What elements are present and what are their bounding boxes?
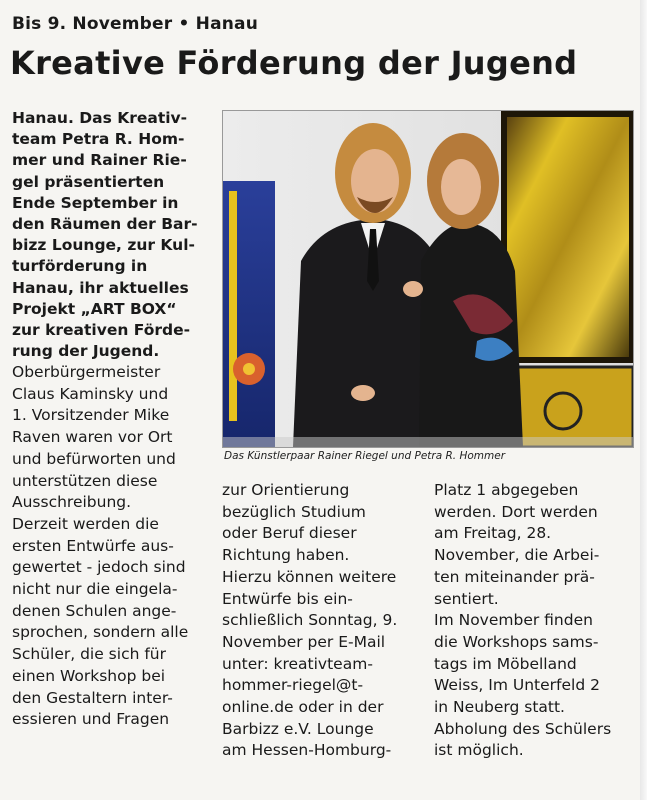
column-line: schließlich Sonntag, 9. (222, 611, 398, 630)
column-line: gewertet - jedoch sind (12, 558, 186, 577)
lead-line: team Petra R. Hom- (12, 130, 185, 149)
column-line: 1. Vorsitzender Mike (12, 406, 170, 425)
column-line: essieren und Fragen (12, 710, 170, 729)
column-line: einen Workshop bei (12, 666, 166, 685)
column-line: Claus Kaminsky und (12, 384, 169, 403)
column-line: Platz 1 abgegeben (434, 481, 579, 499)
column-line: Barbizz e.V. Lounge (222, 719, 374, 738)
column-line: denen Schulen ange- (12, 601, 177, 620)
lead-line: turförderung in (12, 257, 148, 276)
lead-line: zur kreativen Förde- (12, 321, 191, 340)
column-line: in Neuberg statt. (434, 698, 565, 717)
column-line: den Gestaltern inter- (12, 688, 173, 707)
lead-line: Hanau, ihr aktuelles (12, 278, 189, 297)
column-line: bezüglich Studium (222, 502, 366, 521)
lead-line: mer und Rainer Rie- (12, 151, 187, 170)
article-kicker: Bis 9. November • Hanau (12, 14, 259, 34)
text-column-2 (222, 480, 397, 762)
column-line: die Workshops sams- (434, 632, 599, 651)
lead-line: gel präsentierten (12, 172, 165, 191)
lead-line: rung der Jugend. (12, 342, 160, 361)
lead-line: Hanau. Das Kreativ- (12, 109, 188, 127)
column-line: November, die Arbei- (434, 546, 600, 565)
column-line: oder Beruf dieser (222, 524, 357, 543)
column-line: nicht nur die eingela- (12, 580, 178, 599)
column-line: sentiert. (434, 589, 499, 608)
column-line: hommer-riegel@t- (222, 676, 364, 695)
column-line: Hierzu können weitere (222, 567, 397, 586)
column-line: tags im Möbelland (434, 654, 577, 673)
column-line: und befürworten und (12, 449, 176, 468)
column-line: Schüler, die sich für (12, 645, 166, 664)
text-column-3 (434, 480, 611, 762)
text-column-1 (12, 362, 188, 731)
photo-illustration (223, 111, 633, 447)
lead-line: Projekt „ART BOX“ (12, 299, 177, 318)
column-line: ersten Entwürfe aus- (12, 536, 174, 555)
column-line: Oberbürgermeister (12, 363, 161, 381)
column-line: unter: kreativteam- (222, 654, 373, 673)
column-line: am Hessen-Homburg- (222, 741, 392, 760)
column-line: zur Orientierung (222, 481, 350, 499)
photo-caption: Das Künstlerpaar Rainer Riegel und Petra R. Hommer (224, 450, 506, 462)
column-line: Richtung haben. (222, 546, 350, 565)
column-line: online.de oder in der (222, 698, 384, 717)
column-line: unterstützen diese (12, 471, 158, 490)
column-line: Abholung des Schülers (434, 719, 612, 738)
column-line: ist möglich. (434, 741, 524, 760)
column-line: ten miteinander prä- (434, 567, 595, 586)
column-line: sprochen, sondern alle (12, 623, 189, 642)
column-line: November per E-Mail (222, 632, 386, 651)
column-line: Im November finden (434, 611, 593, 630)
column-line: werden. Dort werden (434, 502, 598, 521)
lead-line: Ende September in (12, 193, 179, 212)
lead-line: den Räumen der Bar- (12, 215, 198, 234)
article-headline: Kreative Förderung der Jugend (10, 44, 578, 82)
column-line: Entwürfe bis ein- (222, 589, 353, 608)
page-edge (640, 0, 647, 800)
column-line: Derzeit werden die (12, 514, 159, 533)
column-line: Raven waren vor Ort (12, 428, 173, 447)
artist-couple-photo (222, 110, 634, 448)
column-line: Weiss, Im Unterfeld 2 (434, 676, 600, 695)
lead-paragraph (12, 108, 210, 362)
lead-line: bizz Lounge, zur Kul- (12, 236, 195, 255)
column-line: Ausschreibung. (12, 493, 132, 512)
column-line: am Freitag, 28. (434, 524, 552, 543)
